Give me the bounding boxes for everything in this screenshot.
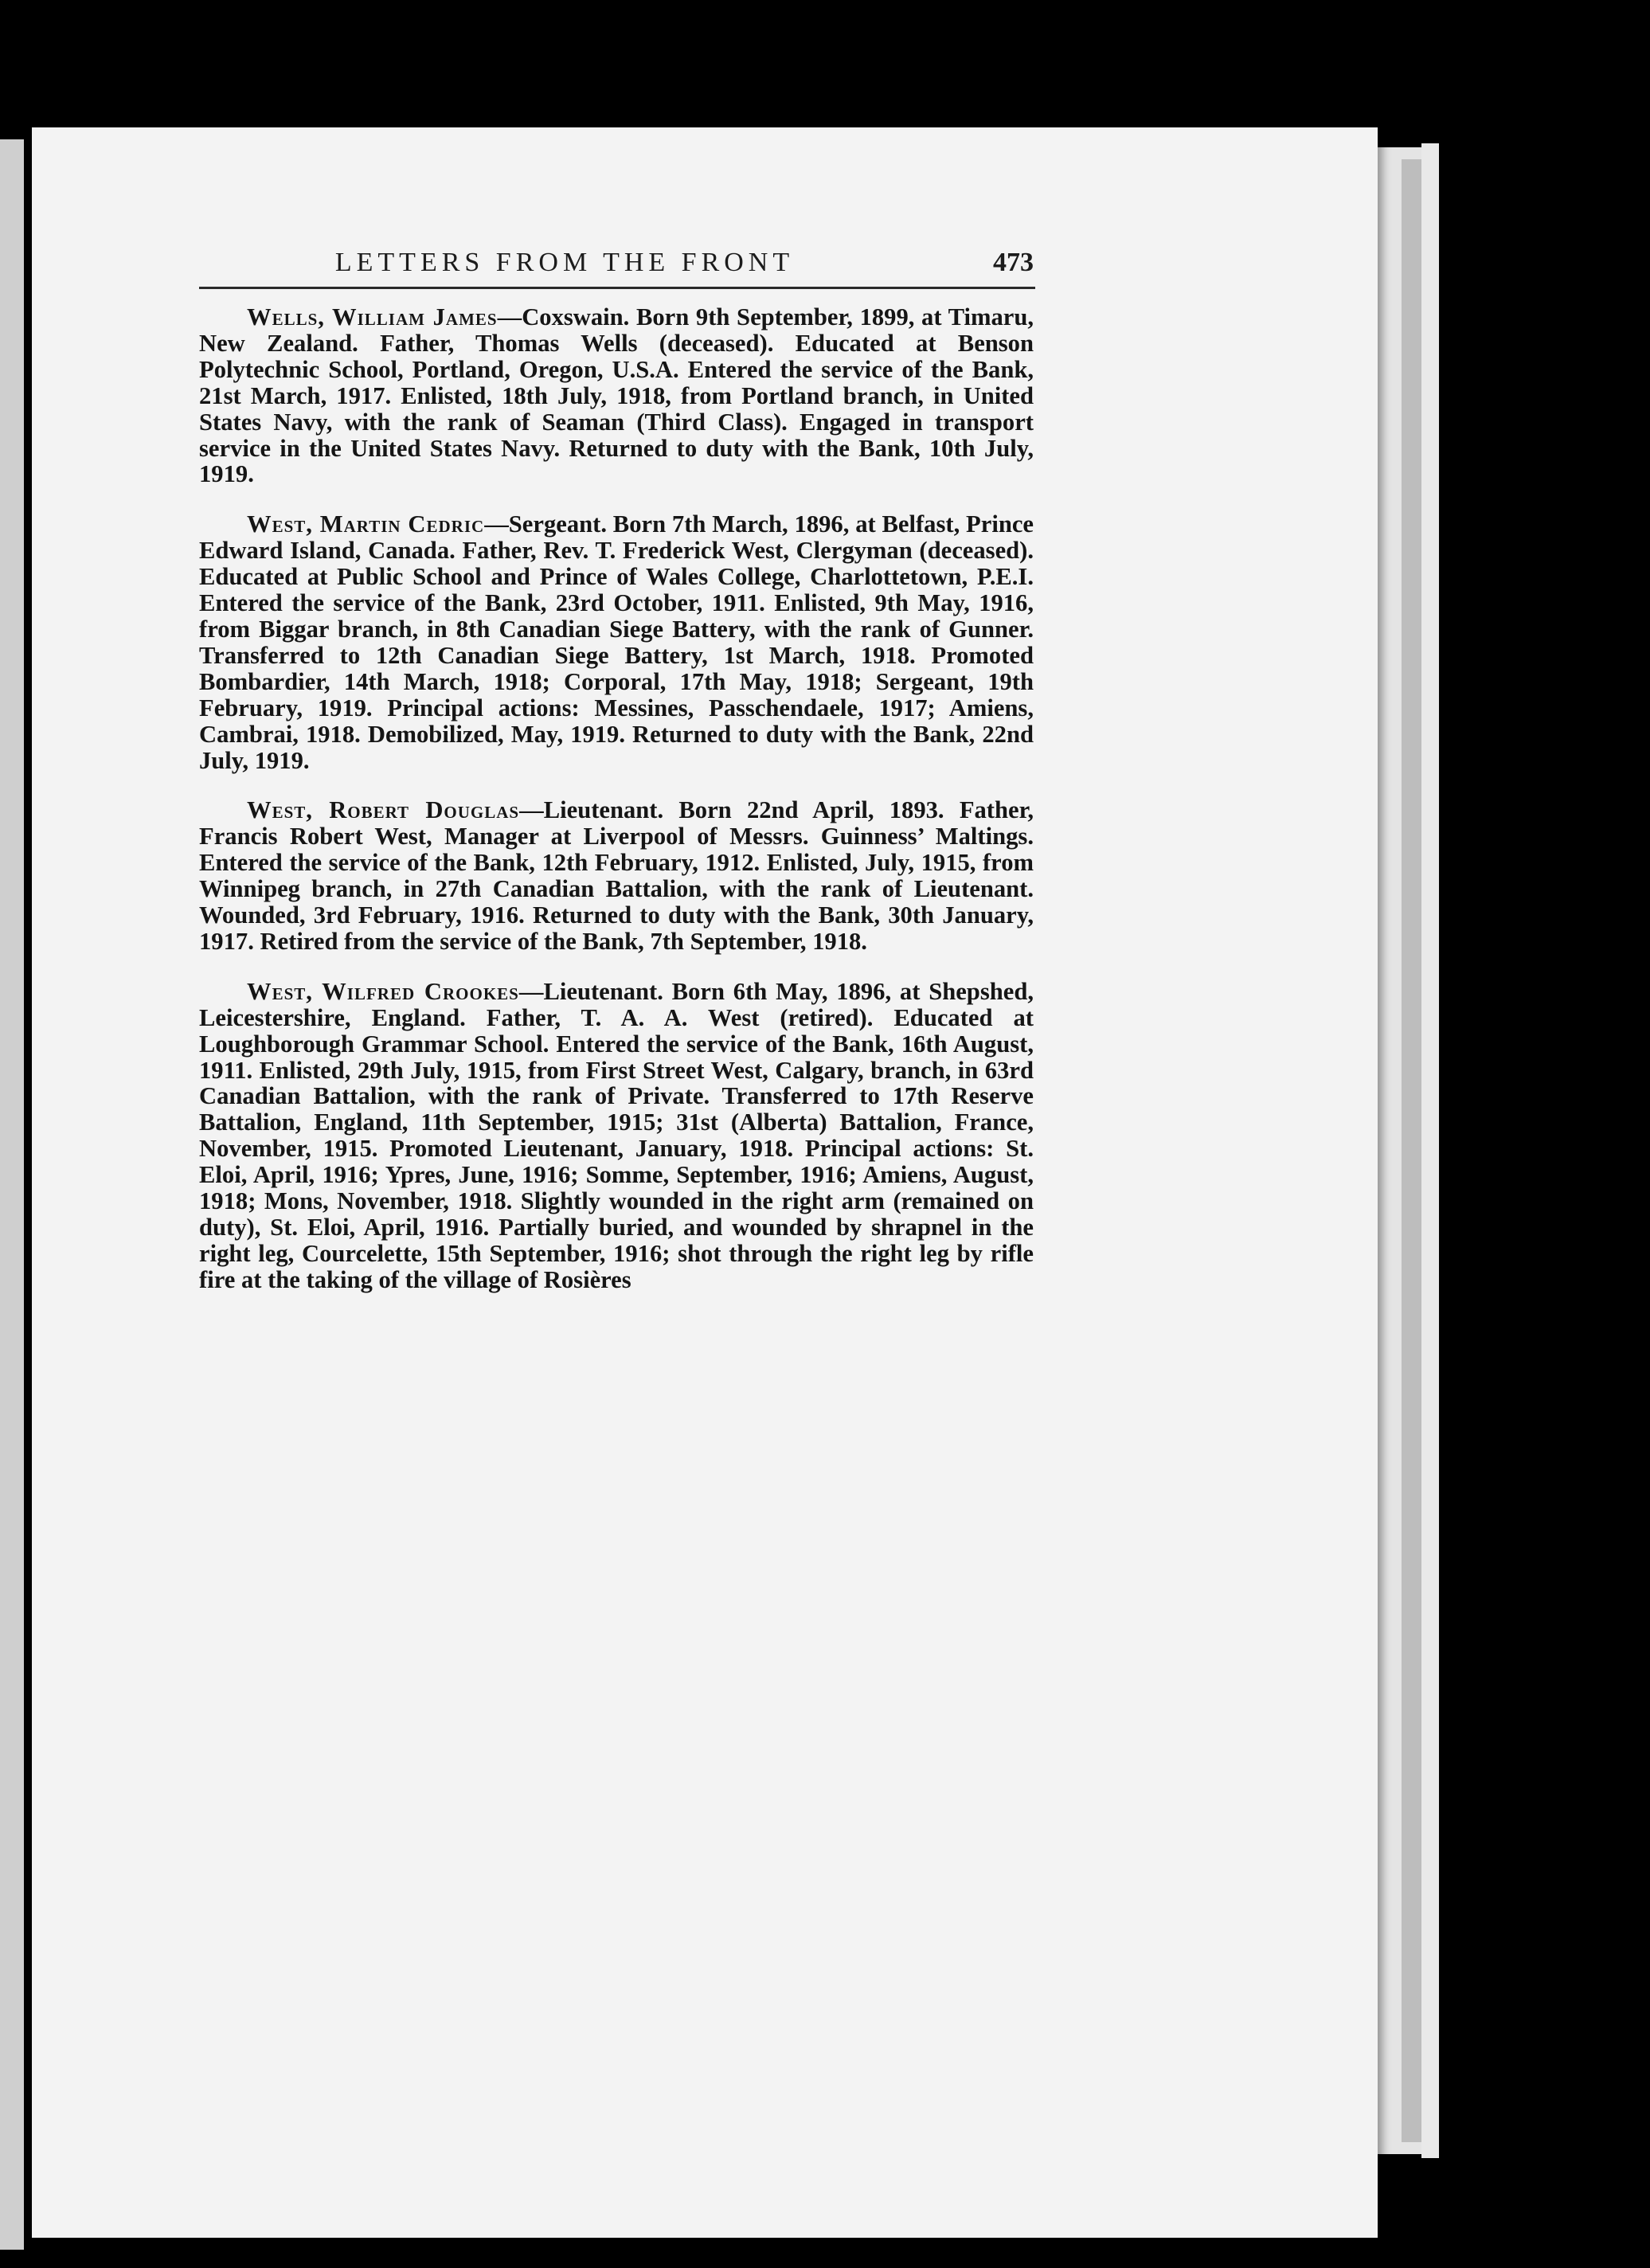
entry-west-robert-douglas	[199, 797, 1034, 954]
entry-name: West, Robert Douglas	[247, 796, 520, 824]
entry-west-wilfred-crookes	[199, 979, 1034, 1293]
running-title: LETTERS FROM THE FRONT	[334, 248, 795, 277]
entry-wells-william-james	[199, 304, 1034, 487]
entry-text: —Lieutenant. Born 6th May, 1896, at Shepshed, Leicestershire, England. Father, T. A. A. West (retired). Educated at Loughborough Grammar School. Entered the service of the Bank, 16th August, 1911. Enlisted, 29th July, 1915, from First Street West, Calgary, branch, in 63rd Canadian Battalion, with the rank of Private. Transferred to 17th Reserve Battalion, England, 11th September, 1915; 31st (Alberta) Battalion, France, November, 1915. Promoted Lieutenant, January, 1918. Principal actions: St. Eloi, April, 1916; Ypres, June, 1916; Somme, September, 1916; Amiens, August, 1918; Mons, November, 1918. Slightly wounded in the right arm (remained on duty), St. Eloi, April, 1916. Partially buried, and wounded by shrapnel in the right leg, Courcelette, 15th September, 1916; shot through the right leg by rifle fire at the taking of the village of Rosières	[199, 977, 1034, 1293]
page-stack-edge	[1421, 143, 1439, 2158]
entry-name: West, Martin Cedric	[247, 510, 485, 538]
entry-text: —Sergeant. Born 7th March, 1896, at Belfast, Prince Edward Island, Canada. Father, Rev. T. Frederick West, Clergyman (deceased). Educated at Public School and Prince of Wales College, Charlottetown, P.E.I. Entered the service of the Bank, 23rd October, 1911. Enlisted, 9th May, 1916, from Biggar branch, in 8th Canadian Siege Battery, with the rank of Gunner. Transferred to 12th Canadian Siege Battery, 1st March, 1918. Promoted Bombardier, 14th March, 1918; Corporal, 17th May, 1918; Sergeant, 19th February, 1919. Principal actions: Messines, Passchendaele, 1917; Amiens, Cambrai, 1918. Demobilized, May, 1919. Returned to duty with the Bank, 22nd July, 1919.	[199, 510, 1034, 774]
entry-text: —Coxswain. Born 9th September, 1899, at Timaru, New Zealand. Father, Thomas Wells (deceased). Educated at Benson Polytechnic School, Portland, Oregon, U.S.A. Entered the service of the Bank, 21st March, 1917. Enlisted, 18th July, 1918, from Portland branch, in United States Navy, with the rank of Seaman (Third Class). Engaged in transport service in the United States Navy. Returned to duty with the Bank, 10th July, 1919.	[199, 303, 1034, 488]
entry-west-martin-cedric	[199, 511, 1034, 773]
entries-list	[199, 304, 1034, 1317]
entry-name: West, Wilfred Crookes	[247, 977, 519, 1005]
page-number: 473	[993, 248, 1034, 277]
running-head	[199, 243, 1034, 283]
entry-text: —Lieutenant. Born 22nd April, 1893. Father, Francis Robert West, Manager at Liverpool of Messrs. Guinness’ Maltings. Entered the service of the Bank, 12th February, 1912. Enlisted, July, 1915, from Winnipeg branch, in 27th Canadian Battalion, with the rank of Lieutenant. Wounded, 3rd February, 1916. Returned to duty with the Bank, 30th January, 1917. Retired from the service of the Bank, 7th September, 1918.	[199, 796, 1034, 955]
entry-name: Wells, William James	[247, 303, 498, 330]
left-page-edge	[0, 139, 24, 2250]
header-rule	[199, 287, 1035, 289]
